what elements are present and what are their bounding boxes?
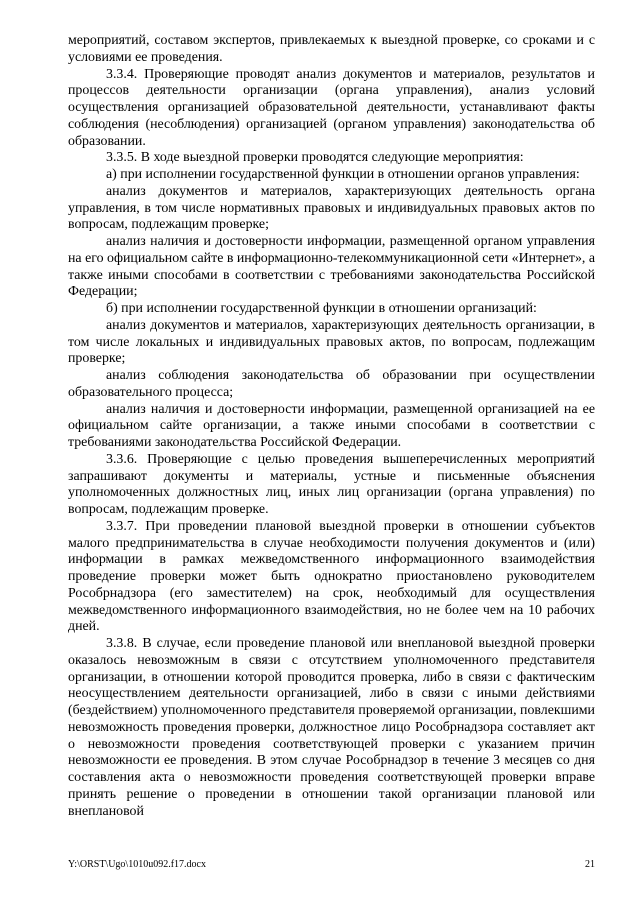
- paragraph: а) при исполнении государственной функции в отношении органов управления:: [106, 167, 580, 182]
- paragraph: 3.3.7. При проведении плановой выездной проверки в отношении субъектов малого предпринимательства в случае необходимости получения документов и (или) информации в рамках межведомственного информационного взаимодействия проведение проверки может быть однократно приостановлено руководителем Рособрнадзора (его заместителем) на срок, необходимый для осуществления межведомственного информационного взаимодействия, но не более чем на 10 рабочих дней.: [68, 518, 595, 635]
- paragraph: 3.3.6. Проверяющие с целью проведения вышеперечисленных мероприятий запрашивают документы и материалы, устные и письменные объяснения уполномоченных должностных лиц, иных лиц организации (органа управления) по вопросам, подлежащим проверке.: [68, 451, 595, 517]
- footer-page-number: 21: [585, 859, 595, 870]
- paragraph: анализ наличия и достоверности информации, размещенной органом управления на его официальном сайте в информационно-телекоммуникационной сети «Интернет», а также иными способами в соответствии с требованиями законодательства Российской Федерации;: [68, 234, 595, 300]
- paragraph: 3.3.5. В ходе выездной проверки проводятся следующие мероприятия:: [106, 150, 524, 166]
- paragraph: анализ документов и материалов, характеризующих деятельность органа управления, в том числе нормативных правовых и индивидуальных правовых актов по вопросам, подлежащим проверке;: [68, 183, 595, 233]
- footer-file-path: Y:\ORST\Ugo\1010u092.f17.docx: [68, 859, 206, 870]
- paragraph: б) при исполнении государственной функции в отношении организаций:: [106, 301, 537, 316]
- paragraph: анализ наличия и достоверности информации, размещенной организацией на ее официальном сайте организации, а также иными способами в соответствии с требованиями законодательства Российской Федерации.: [68, 401, 595, 450]
- document-body: [68, 33, 595, 820]
- paragraph: анализ документов и материалов, характеризующих деятельность организации, в том числе локальных и индивидуальных правовых актов, по вопросам, подлежащим проверке;: [68, 317, 595, 367]
- paragraph: анализ соблюдения законодательства об образовании при осуществлении образовательного процесса;: [68, 368, 595, 400]
- paragraph: 3.3.8. В случае, если проведение плановой или внеплановой выездной проверки оказалось невозможным в связи с отсутствием уполномоченного представителя организации, в отношении которой проводится проверка, либо в связи с фактическим неосуществлением деятельности организацией, либо в связи с иными действиями (бездействием) уполномоченного представителя проверяемой организации, повлекшими невозможность проведения проверки, должностное лицо Рособрнадзора составляет акт о невозможности проведения соответствующей проверки с указанием причин невозможности ее проведения. В этом случае Рособрнадзор в течение 3 месяцев со дня составления акта о невозможности проведения соответствующей проверки вправе принять решение о проведении в отношении такой организации плановой или внеплановой: [68, 636, 595, 819]
- paragraph: мероприятий, составом экспертов, привлекаемых к выездной проверке, со сроками и с условиями ее проведения.: [68, 33, 595, 65]
- paragraph: 3.3.4. Проверяющие проводят анализ документов и материалов, результатов и процессов деятельности организации (органа управления), анализ условий осуществления организацией образовательной деятельности, устанавливают факты соблюдения (несоблюдения) организацией (органом управления) законодательства об образовании.: [68, 66, 595, 149]
